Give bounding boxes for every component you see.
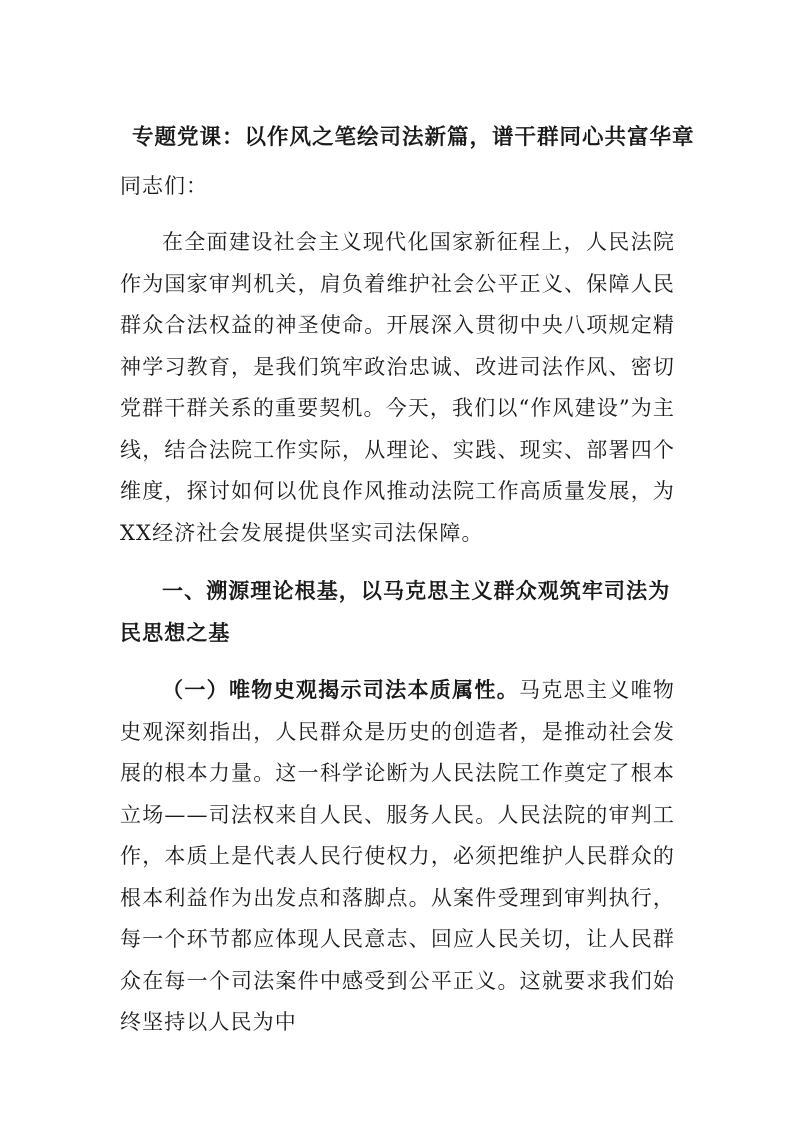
subsection-text-1: 马克思主义唯物史观深刻指出，人民群众是历史的创造者，是推动社会发展的根本力量。这一科学论断为人民法院工作奠定了根本立场——司法权来自人民、服务人民。人民法院的审判工作，本质上是代表人民行使权力，必须把维护人民群众的根本利益作为出发点和落脚点。从案件受理到审判执行，每一个环节都应体现人民意志、回应人民关切，让人民群众在每一个司法案件中感受到公平正义。这就要求我们始终坚持以人民为中 xyxy=(120,678,675,1034)
section-heading-1: 一、溯源理论根基，以马克思主义群众观筑牢司法为民思想之基 xyxy=(120,578,671,645)
intro-paragraph: 在全面建设社会主义现代化国家新征程上，人民法院作为国家审判机关，肩负着维护社会公平正义、保障人民群众合法权益的神圣使命。开展深入贯彻中央八项规定精神学习教育，是我们筑牢政治忠诚、改进司法作风、密切党群干群关系的重要契机。今天，我们以“作风建设”为主线，结合法院工作实际，从理论、实践、现实、部署四个维度，探讨如何以优良作风推动法院工作高质量发展，为XX经济社会发展提供坚实司法保障。 xyxy=(120,230,675,545)
subsection-lead-1: （一）唯物史观揭示司法本质属性。 xyxy=(162,677,520,702)
document-title: 专题党课：以作风之笔绘司法新篇，谱干群同心共富华章 xyxy=(132,125,695,150)
salutation: 同志们： xyxy=(120,174,208,198)
subsection-paragraph-1 xyxy=(120,669,675,1044)
